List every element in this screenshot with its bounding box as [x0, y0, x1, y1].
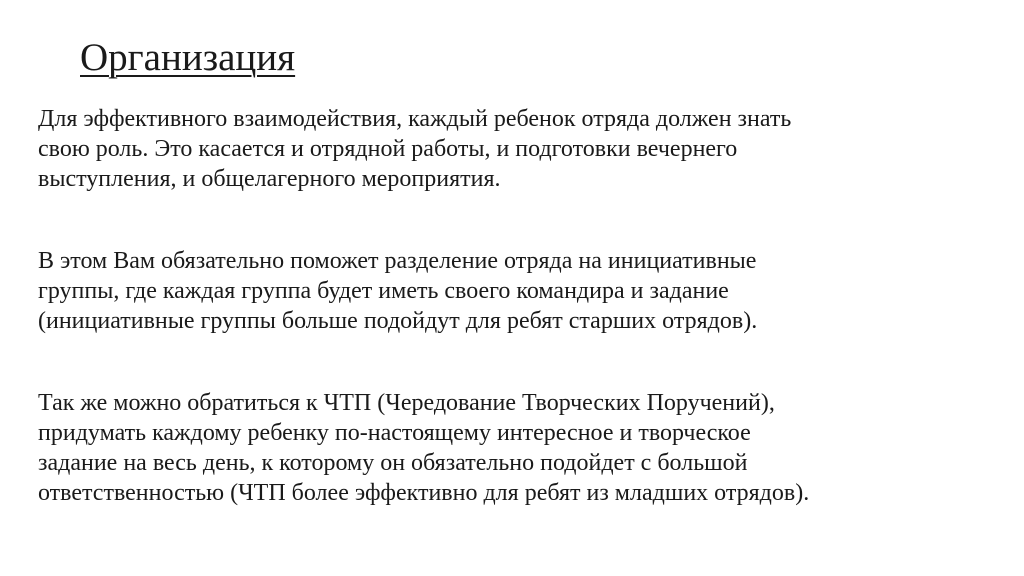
paragraph-chtp [38, 388, 988, 508]
paragraph-roles [38, 104, 988, 194]
slide-title: Организация [80, 36, 296, 79]
text-line: (инициативные группы больше подойдут для ребят старших отрядов). [38, 308, 758, 334]
text-line: В этом Вам обязательно поможет разделение отряда на инициативные [38, 248, 757, 274]
text-line: Для эффективного взаимодействия, каждый ребенок отряда должен знать [38, 106, 792, 132]
paragraph-initiative-groups [38, 246, 988, 336]
text-line: придумать каждому ребенку по-настоящему интересное и творческое [38, 420, 751, 446]
text-line: группы, где каждая группа будет иметь своего командира и задание [38, 278, 729, 304]
text-line: Так же можно обратиться к ЧТП (Чередование Творческих Поручений), [38, 390, 775, 416]
text-line: ответственностью (ЧТП более эффективно для ребят из младших отрядов). [38, 480, 810, 506]
text-line: задание на весь день, к которому он обязательно подойдет с большой [38, 450, 748, 476]
text-line: свою роль. Это касается и отрядной работы, и подготовки вечернего [38, 136, 738, 162]
text-line: выступления, и общелагерного мероприятия. [38, 166, 501, 192]
slide-body [38, 104, 988, 508]
